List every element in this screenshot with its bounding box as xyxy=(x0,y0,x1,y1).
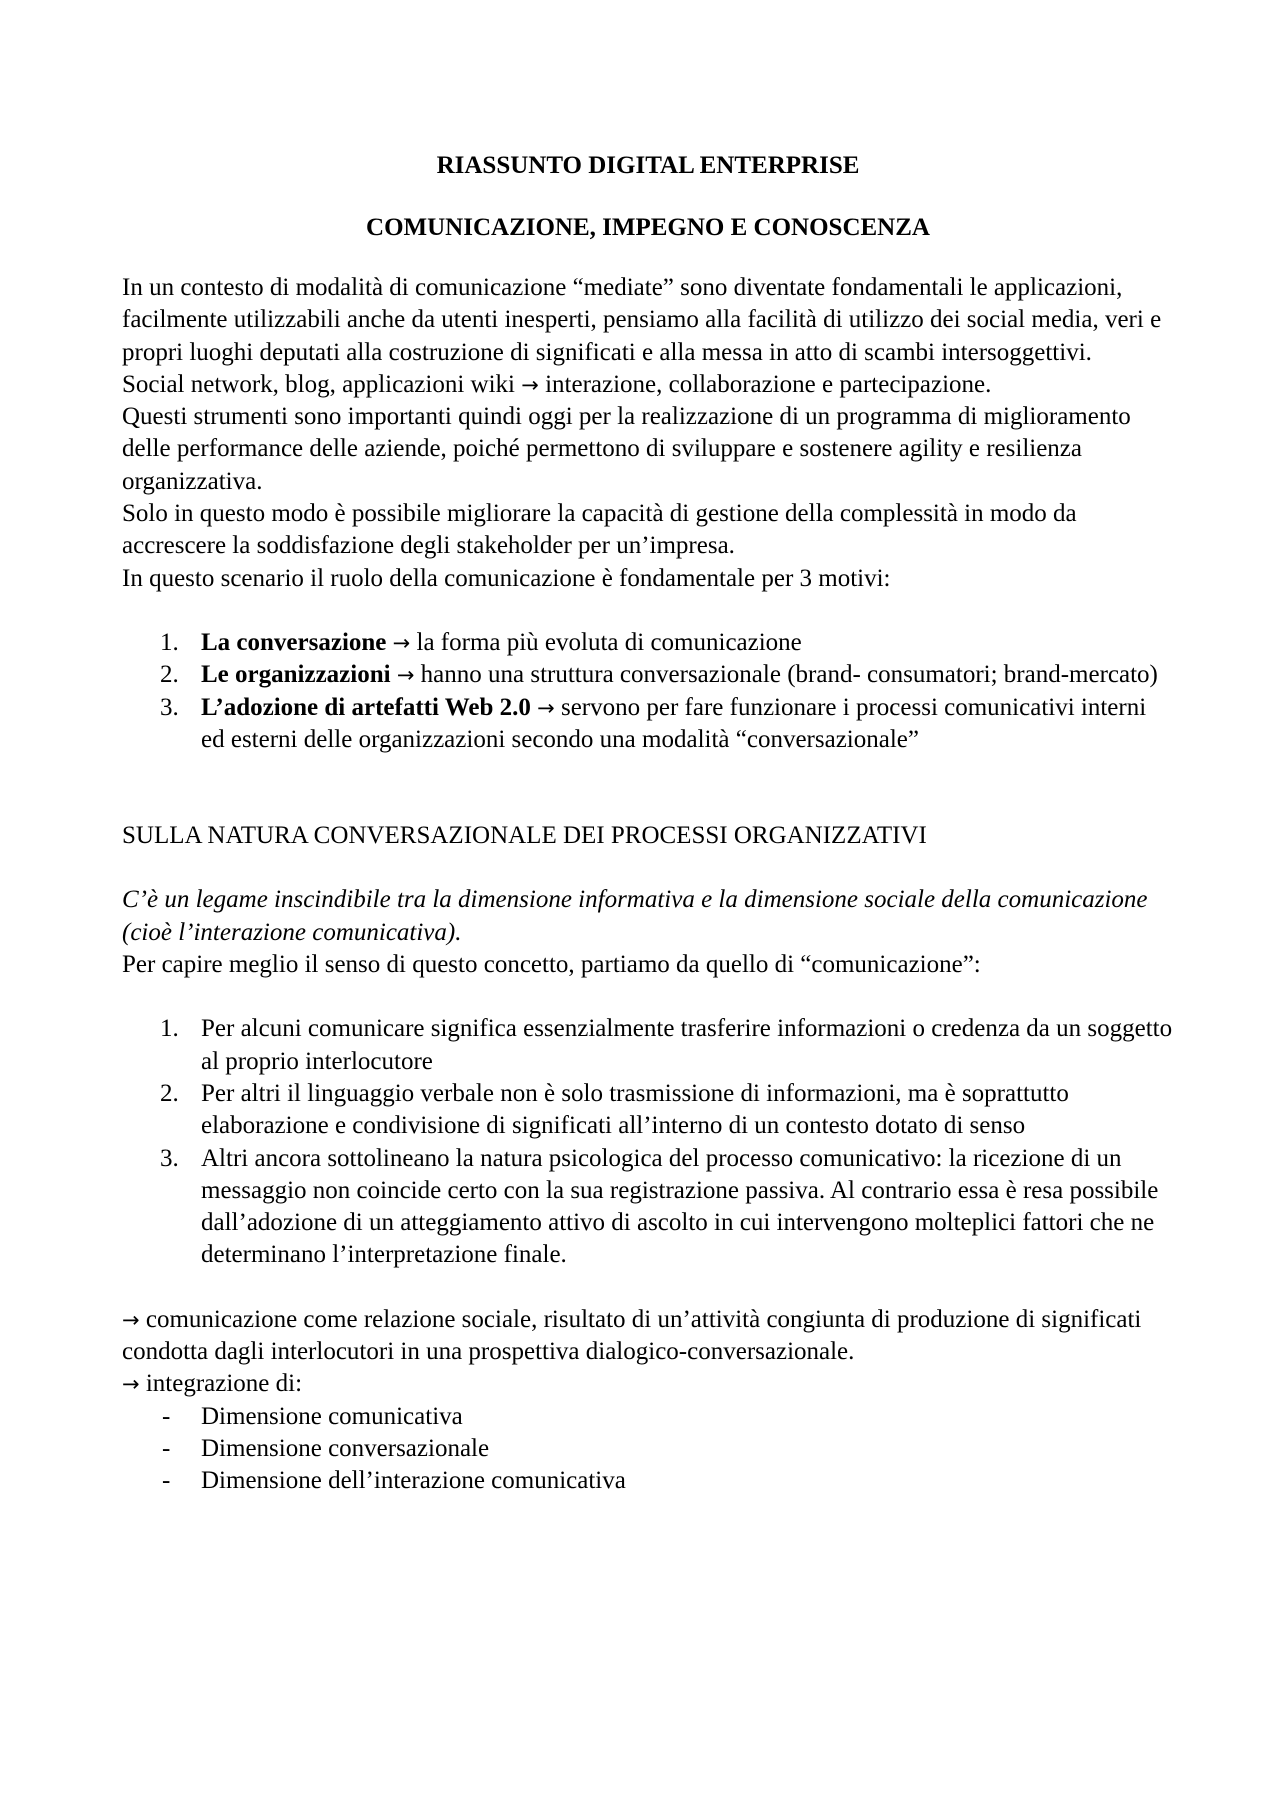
list-item xyxy=(122,659,1174,691)
spacer xyxy=(122,1272,1174,1304)
list-item-text: servono per fare funzionare i processi comunicativi interni ed esterni delle organizzazioni secondo una modalità “conversazionale” xyxy=(201,693,1147,753)
list-number: 3. xyxy=(160,1144,179,1172)
list-number: 2. xyxy=(160,661,179,689)
list-item-text: hanno una struttura conversazionale (brand- consumatori; brand-mercato) xyxy=(420,661,1158,689)
section-intro: Per capire meglio il senso di questo concetto, partiamo da quello di “comunicazione”: xyxy=(122,951,981,979)
dimensioni-list xyxy=(122,1401,1174,1498)
spacer xyxy=(122,756,1174,820)
spacer xyxy=(122,852,1174,884)
list-item-text: Per altri il linguaggio verbale non è solo trasmissione di informazioni, ma è soprattutto elaborazione e condivisione di significati all’interno di un contesto dotato di senso xyxy=(201,1079,1069,1140)
intro-paragraph-5: In questo scenario il ruolo della comunicazione è fondamentale per 3 motivi: xyxy=(122,564,891,592)
list-item xyxy=(122,1078,1174,1143)
intro-tools: Social network, blog, applicazioni wiki xyxy=(122,370,515,398)
list-item-text: Dimensione dell’interazione comunicativa xyxy=(201,1467,626,1495)
list-item xyxy=(122,692,1174,757)
dash-bullet: - xyxy=(162,1467,171,1495)
definizioni-list xyxy=(122,1013,1174,1271)
conclusion-paragraph xyxy=(122,1304,1174,1369)
list-item-text: Dimensione conversazionale xyxy=(201,1434,490,1462)
document-content xyxy=(122,150,1174,1498)
list-number: 2. xyxy=(160,1079,179,1107)
arrow-icon: → xyxy=(122,1307,140,1332)
intro-paragraph-3: Questi strumenti sono importanti quindi oggi per la realizzazione di un programma di miglioramento delle performance delle aziende, poiché permettono di sviluppare e sostenere agility e resilienza organizzativa. xyxy=(122,403,1131,495)
integration-paragraph xyxy=(122,1368,1174,1400)
intro-tools-result: interazione, collaborazione e partecipazione. xyxy=(545,370,992,398)
list-item-bold: Le organizzazioni xyxy=(201,661,391,689)
list-item-text: la forma più evoluta di comunicazione xyxy=(416,628,802,656)
arrow-icon: → xyxy=(521,372,539,397)
arrow-icon: → xyxy=(396,663,415,688)
list-item xyxy=(122,1465,1174,1497)
spacer xyxy=(122,595,1174,627)
integration-label: integrazione di: xyxy=(145,1370,303,1398)
intro-paragraph-2 xyxy=(122,369,1174,401)
list-item xyxy=(122,627,1174,659)
arrow-icon: → xyxy=(392,630,411,655)
conclusion-text: comunicazione come relazione sociale, risultato di un’attività congiunta di produzione di significati condotta dagli interlocutori in una prospettiva dialogico-conversazionale. xyxy=(122,1305,1142,1366)
arrow-icon: → xyxy=(122,1372,140,1397)
list-item-bold: L’adozione di artefatti Web 2.0 xyxy=(201,693,531,721)
section-italic-statement: C’è un legame inscindibile tra la dimensione informativa e la dimensione sociale della comunicazione (cioè l’interazione comunicativa). xyxy=(122,886,1148,946)
dash-bullet: - xyxy=(162,1434,171,1462)
list-item xyxy=(122,1433,1174,1465)
list-item-text: Altri ancora sottolineano la natura psicologica del processo comunicativo: la ricezione di un messaggio non coincide certo con la sua registrazione passiva. Al contrario essa è resa possibile dall’adozione di un atteggiamento attivo di ascolto in cui intervengono molteplici fattori che ne determinano l’interpretazione finale. xyxy=(201,1144,1159,1269)
list-number: 1. xyxy=(160,1015,179,1043)
arrow-icon: → xyxy=(537,695,555,720)
spacer xyxy=(122,981,1174,1013)
document-title: RIASSUNTO DIGITAL ENTERPRISE xyxy=(436,152,860,179)
document-subtitle: COMUNICAZIONE, IMPEGNO E CONOSCENZA xyxy=(366,214,930,241)
list-item xyxy=(122,1401,1174,1433)
list-number: 1. xyxy=(160,628,179,656)
intro-paragraph-1: In un contesto di modalità di comunicazione “mediate” sono diventate fondamentali le applicazioni, facilmente utilizzabili anche da utenti inesperti, pensiamo alla facilità di utilizzo dei social media, veri e propri luoghi deputati alla costruzione di significati e alla messa in atto di scambi intersoggettivi. xyxy=(122,274,1162,366)
section-heading: SULLA NATURA CONVERSAZIONALE DEI PROCESSI ORGANIZZATIVI xyxy=(122,822,927,850)
motivi-list xyxy=(122,627,1174,756)
list-item-bold: La conversazione xyxy=(201,628,387,656)
intro-paragraph-4: Solo in questo modo è possibile migliorare la capacità di gestione della complessità in modo da accrescere la soddisfazione degli stakeholder per un’impresa. xyxy=(122,500,1077,560)
list-item xyxy=(122,1143,1174,1272)
list-item-text: Per alcuni comunicare significa essenzialmente trasferire informazioni o credenza da un soggetto al proprio interlocutore xyxy=(201,1015,1173,1075)
list-item xyxy=(122,1013,1174,1078)
list-number: 3. xyxy=(160,693,179,721)
list-item-text: Dimensione comunicativa xyxy=(201,1402,463,1430)
dash-bullet: - xyxy=(162,1402,171,1430)
